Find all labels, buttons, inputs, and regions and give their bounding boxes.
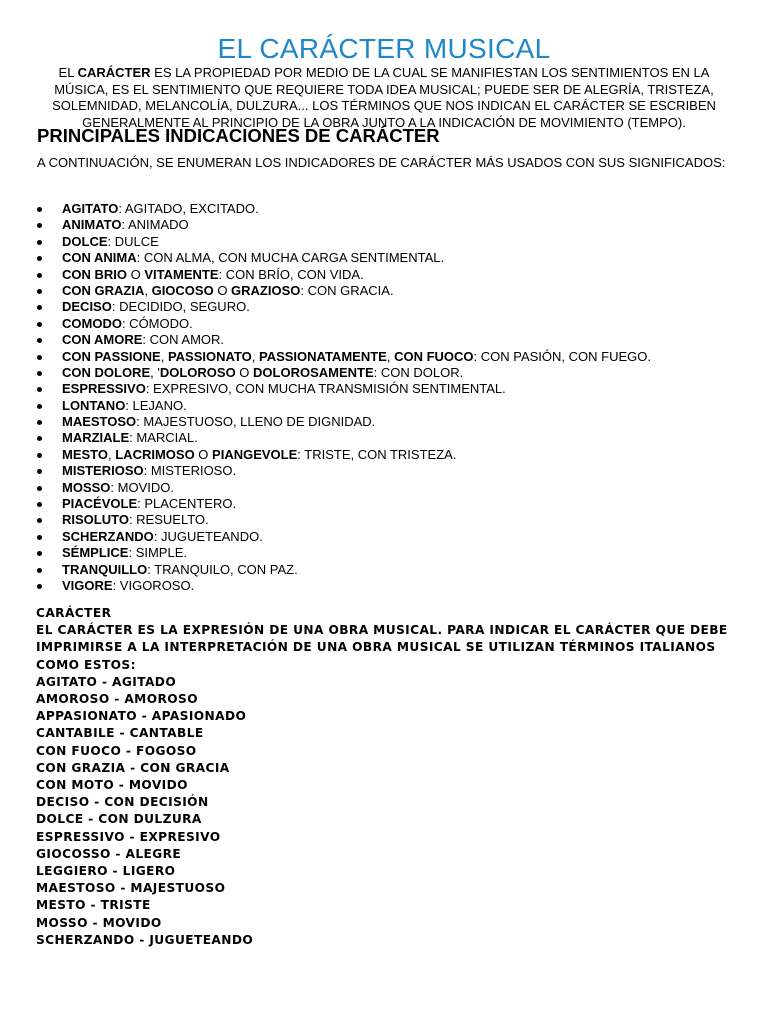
list-item (37, 349, 737, 365)
bullet-icon (37, 420, 42, 425)
list-item: MAESTOSO - MAJESTUOSO (36, 881, 226, 896)
list-item (37, 250, 737, 266)
list-item (37, 480, 737, 496)
list-item: DECISO - CON DECISIÓN (36, 795, 209, 810)
term-bold: CON ANIMA (62, 250, 137, 266)
term-text: O (127, 266, 145, 282)
bullet-icon (37, 273, 42, 278)
term-bold: COMODO (62, 315, 122, 331)
term-bold: DECISO (62, 299, 112, 315)
list-item (37, 267, 737, 283)
intro-bold-term: CARÁCTER (77, 65, 151, 80)
term-text: , (144, 282, 152, 298)
term-text: : JUGUETEANDO. (153, 528, 263, 544)
term-text: : CON AMOR. (142, 332, 225, 348)
term-bold: VITAMENTE (144, 266, 219, 282)
list-item (37, 283, 737, 299)
list-item (37, 545, 737, 561)
term-bold: PIACÉVOLE (62, 496, 138, 512)
term-bold: MARZIALE (62, 430, 130, 446)
list-item (37, 381, 737, 397)
term-bold: DOLOROSAMENTE (253, 364, 374, 380)
term-text: : MAJESTUOSO, LLENO DE DIGNIDAD. (136, 414, 376, 430)
term-text: , (386, 348, 395, 364)
term-bold: CON GRAZIA (62, 282, 145, 298)
list-item: DOLCE - CON DULZURA (36, 812, 202, 827)
term-text: : CON PASIÓN, CON FUEGO. (473, 348, 651, 364)
list-item: CON FUOCO - FOGOSO (36, 743, 197, 758)
term-bold: GIOCOSO (151, 282, 214, 298)
term-bold: LONTANO (62, 397, 126, 413)
term-text: , (108, 446, 116, 462)
bullet-icon (37, 436, 42, 441)
list-item (37, 365, 737, 381)
list-item: CANTABILE - CANTABLE (36, 726, 204, 741)
list-item (37, 332, 737, 348)
section-heading-caracter: CARÁCTER (36, 606, 112, 620)
list-item (37, 217, 737, 233)
bullet-icon (37, 568, 42, 573)
term-bold: MAESTOSO (62, 414, 137, 430)
term-text: : AGITADO, EXCITADO. (118, 201, 259, 216)
term-bold: TRANQUILLO (62, 561, 148, 577)
bullet-icon (37, 322, 42, 327)
list-item: APPASIONATO - APASIONADO (36, 709, 247, 724)
caracter-paragraph: EL CARÁCTER ES LA EXPRESIÓN DE UNA OBRA MUSICAL. PARA INDICAR EL CARÁCTER QUE DEBE IMPRIMIRSE A LA INTERPRETACIÓN DE UNA OBRA MUSICAL SE UTILIZAN TÉRMINOS ITALIANOS COMO ESTOS: (36, 623, 728, 672)
list-item (37, 234, 737, 250)
list-item (37, 496, 737, 512)
list-item: AGITATO - AGITADO (36, 674, 177, 689)
term-text: , (251, 348, 259, 364)
term-text: : VIGOROSO. (112, 577, 195, 593)
bullet-icon (37, 387, 42, 392)
italian-terms-list (36, 674, 746, 949)
bullet-icon (37, 240, 42, 245)
intro-paragraph (32, 65, 736, 131)
bullet-icon (37, 207, 42, 212)
bullet-icon (37, 584, 42, 589)
term-text: : PLACENTERO. (137, 496, 237, 512)
section-heading-indicaciones: PRINCIPALES INDICACIONES DE CARÁCTER (37, 125, 440, 146)
term-text: : MOVIDO. (110, 479, 174, 495)
intro-text: ES LA PROPIEDAD POR MEDIO DE LA CUAL SE MANIFIESTAN LOS SENTIMIENTOS EN LA MÚSICA, ES EL SENTIMIENTO QUE REQUIERE TODA IDEA MUSICAL; PUEDE SER DE ALEGRÍA, TRISTEZA, SOLEMNIDAD, MELANCOLÍA, DULZURA... LOS TÉRMINOS QUE NOS INDICAN EL CARÁCTER SE ESCRIBEN GENERALMENTE AL PRINCIPIO DE LA OBRA JUNTO A LA INDICACIÓN DE MOVIMIENTO (TEMPO). (52, 65, 716, 130)
bullet-icon (37, 469, 42, 474)
term-text: : SIMPLE. (128, 545, 187, 561)
section-lead-text: A CONTINUACIÓN, SE ENUMERAN LOS INDICADORES DE CARÁCTER MÁS USADOS CON SUS SIGNIFICADOS: (37, 155, 726, 170)
list-item: AMOROSO - AMOROSO (36, 692, 198, 707)
term-bold: DOLCE (62, 233, 108, 249)
term-text: : CÓMODO. (121, 315, 193, 331)
term-bold: ANIMATO (62, 217, 122, 233)
term-bold: AGITATO (62, 201, 119, 216)
term-bold: PASSIONATAMENTE (258, 348, 387, 364)
term-bold: CON PASSIONE (62, 348, 161, 364)
list-item (37, 562, 737, 578)
term-bold: MOSSO (62, 479, 111, 495)
term-bold: RISOLUTO (62, 512, 129, 528)
term-text: , ' (150, 364, 160, 380)
term-bold: LACRIMOSO (115, 446, 195, 462)
term-text: : MISTERIOSO. (143, 463, 237, 479)
term-text: : MARCIAL. (129, 430, 198, 446)
term-text: : LEJANO. (125, 397, 187, 413)
term-text: : RESUELTO. (128, 512, 209, 528)
list-item: LEGGIERO - LIGERO (36, 864, 176, 879)
bullet-icon (37, 518, 42, 523)
term-bold: GRAZIOSO (231, 282, 301, 298)
list-item (37, 578, 737, 594)
term-text: : DULCE (107, 233, 159, 249)
list-item (37, 463, 737, 479)
list-item: MOSSO - MOVIDO (36, 915, 162, 930)
term-text: , (160, 348, 168, 364)
list-item: CON GRAZIA - CON GRACIA (36, 760, 230, 775)
bullet-icon (37, 305, 42, 310)
term-text: : EXPRESIVO, CON MUCHA TRANSMISIÓN SENTIMENTAL. (145, 381, 506, 397)
bullet-icon (37, 535, 42, 540)
bullet-icon (37, 355, 42, 360)
term-text: O (235, 364, 254, 380)
list-item: MESTO - TRISTE (36, 898, 151, 913)
list-item: SCHERZANDO - JUGUETEANDO (36, 932, 254, 947)
list-item (37, 316, 737, 332)
term-bold: CON AMORE (62, 332, 143, 348)
bullet-icon (37, 338, 42, 343)
bullet-icon (37, 371, 42, 376)
list-item: CON MOTO - MOVIDO (36, 778, 188, 793)
bullet-icon (37, 551, 42, 556)
bullet-icon (37, 256, 42, 261)
bullet-icon (37, 223, 42, 228)
list-item (37, 512, 737, 528)
bullet-icon (37, 289, 42, 294)
term-bold: PASSIONATO (167, 348, 252, 364)
bullet-icon (37, 453, 42, 458)
term-text: O (194, 446, 213, 462)
character-indications-list (37, 201, 737, 594)
term-bold: SÉMPLICE (62, 545, 129, 561)
caracter-section (36, 605, 746, 949)
term-bold: MESTO (62, 446, 108, 462)
list-item (37, 430, 737, 446)
list-item (37, 201, 737, 217)
term-bold: CON FUOCO (394, 348, 474, 364)
term-text: : CON DOLOR. (373, 364, 464, 380)
bullet-icon (37, 502, 42, 507)
list-item (37, 529, 737, 545)
list-item: ESPRESSIVO - EXPRESIVO (36, 829, 221, 844)
term-bold: DOLOROSO (159, 364, 236, 380)
term-text: : CON GRACIA. (300, 282, 394, 298)
term-text: : CON BRÍO, CON VIDA. (218, 266, 364, 282)
list-item: GIOCOSSO - ALEGRE (36, 846, 182, 861)
term-bold: VIGORE (62, 577, 113, 593)
term-bold: CON BRIO (62, 266, 127, 282)
list-item (37, 447, 737, 463)
intro-prefix: EL (58, 65, 78, 80)
page-title: EL CARÁCTER MUSICAL (217, 33, 551, 64)
list-item (37, 398, 737, 414)
term-text: : TRANQUILO, CON PAZ. (147, 561, 298, 577)
term-text: O (213, 282, 232, 298)
term-text: : TRISTE, CON TRISTEZA. (297, 446, 457, 462)
term-bold: CON DOLORE (62, 364, 151, 380)
term-bold: ESPRESSIVO (62, 381, 146, 397)
term-bold: PIANGEVOLE (212, 446, 298, 462)
term-bold: MISTERIOSO (62, 463, 144, 479)
list-item (37, 414, 737, 430)
term-text: : CON ALMA, CON MUCHA CARGA SENTIMENTAL. (136, 250, 445, 266)
term-text: : DECIDIDO, SEGURO. (111, 299, 250, 315)
list-item (37, 299, 737, 315)
term-bold: SCHERZANDO (62, 528, 154, 544)
bullet-icon (37, 404, 42, 409)
term-text: : ANIMADO (121, 217, 189, 233)
bullet-icon (37, 486, 42, 491)
